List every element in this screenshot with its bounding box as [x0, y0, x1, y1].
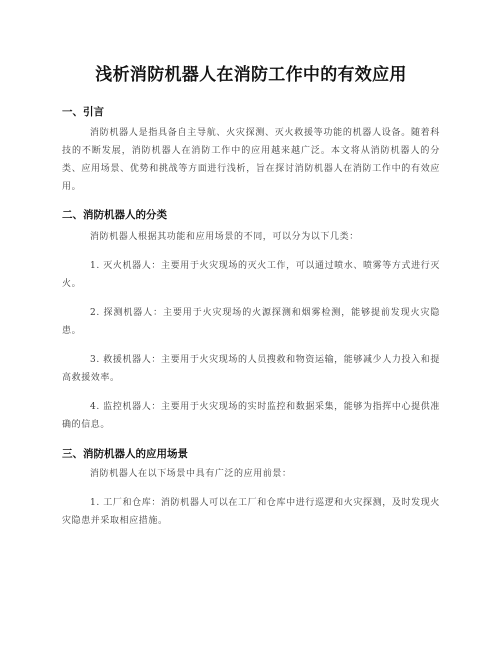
list-item-paragraph: 1. 工厂和仓库：消防机器人可以在工厂和仓库中进行巡逻和火灾探测，及时发现火灾隐患并采取相应措施。: [62, 498, 440, 526]
list-item-paragraph: 1. 灭火机器人：主要用于火灾现场的灭火工作，可以通过喷水、喷雾等方式进行灭火。: [62, 261, 440, 289]
paragraph: 消防机器人是指具备自主导航、火灾探测、灭火救援等功能的机器人设备。随着科技的不断发展，消防机器人在消防工作中的应用越来越广泛。本文将从消防机器人的分类、应用场景、优势和挑战等方面进行浅析，旨在探讨消防机器人在消防工作中的有效应用。: [62, 128, 440, 192]
list-item-paragraph: 3. 救援机器人：主要用于火灾现场的人员搜救和物资运输，能够减少人力投入和提高救援效率。: [62, 355, 440, 383]
list-item-paragraph: 2. 探测机器人：主要用于火灾现场的火源探测和烟雾检测，能够提前发现火灾隐患。: [62, 308, 440, 336]
document-title: 浅析消防机器人在消防工作中的有效应用: [95, 65, 407, 85]
section-heading-introduction: 一、引言: [62, 106, 104, 118]
paragraph: 消防机器人在以下场景中具有广泛的应用前景：: [90, 469, 292, 479]
section-heading-application-scenarios: 三、消防机器人的应用场景: [62, 448, 188, 460]
paragraph: 消防机器人根据其功能和应用场景的不同，可以分为以下几类：: [90, 232, 359, 242]
section-heading-classification: 二、消防机器人的分类: [62, 209, 167, 221]
list-item-paragraph: 4. 监控机器人：主要用于火灾现场的实时监控和数据采集，能够为指挥中心提供准确的信息。: [62, 402, 440, 430]
